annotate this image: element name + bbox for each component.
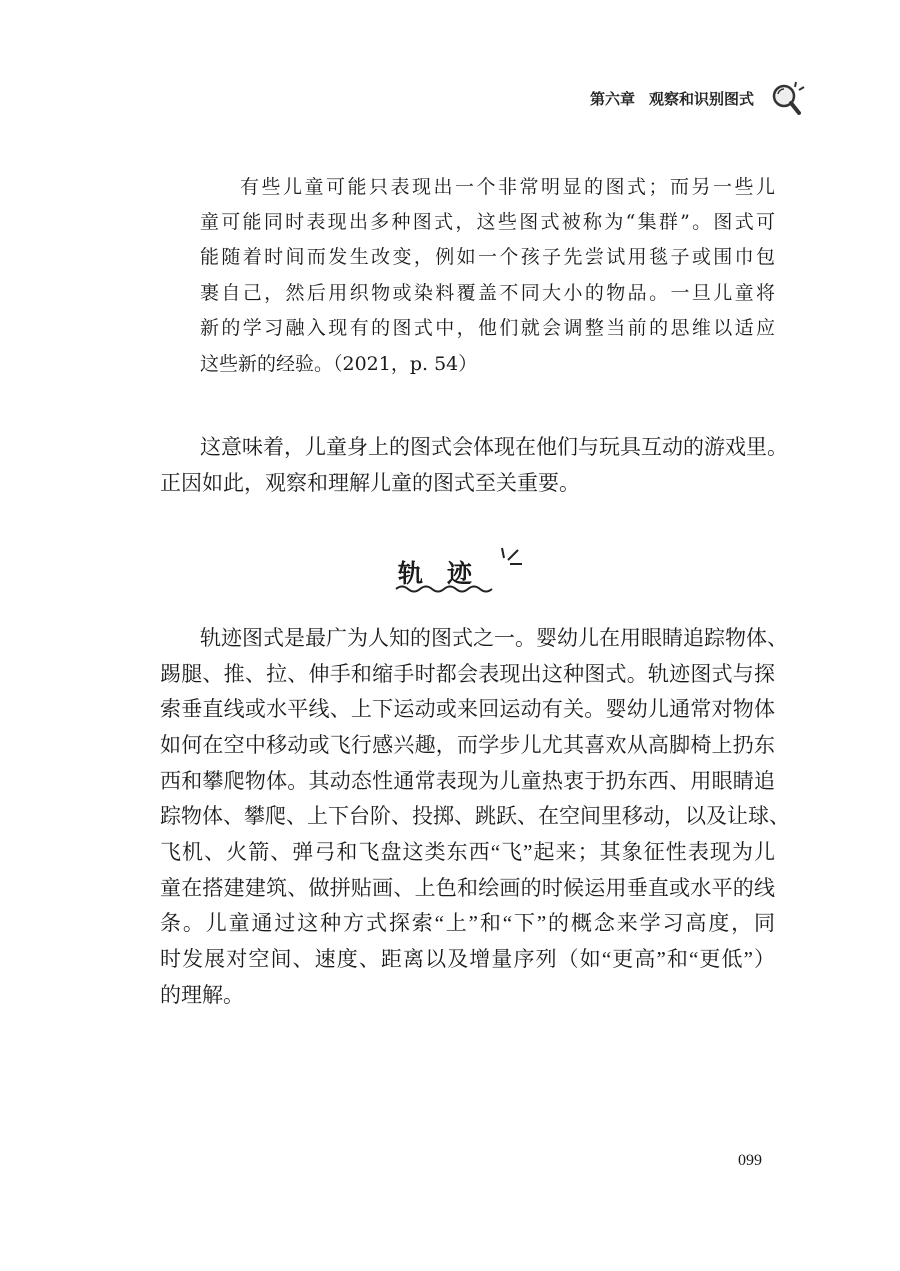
text-line: 童在搭建建筑、做拼贴画、上色和绘画的时候运用垂直或水平的线 bbox=[160, 876, 775, 900]
text-line: 条。儿童通过这种方式探索“上”和“下”的概念来学习高度，同 bbox=[160, 911, 775, 935]
sparkle-icon bbox=[498, 546, 524, 572]
quote-line: 童可能同时表现出多种图式，这些图式被称为“集群”。图式可 bbox=[200, 211, 775, 233]
text-line: 踪物体、攀爬、上下台阶、投掷、跳跃、在空间里移动，以及让球、 bbox=[160, 804, 790, 828]
quote-line: 新的学习融入现有的图式中，他们就会调整当前的思维以适应 bbox=[200, 317, 775, 339]
page-number: 099 bbox=[738, 1152, 762, 1169]
text-line: 踢腿、推、拉、伸手和缩手时都会表现出这种图式。轨迹图式与探 bbox=[160, 662, 775, 686]
chapter-number: 第六章 bbox=[590, 90, 636, 108]
text-line: 西和攀爬物体。其动态性通常表现为儿童热衷于扔东西、用眼睛追 bbox=[160, 769, 775, 793]
quote-line: 能随着时间而发生改变，例如一个孩子先尝试用毯子或围巾包 bbox=[200, 246, 775, 268]
chapter-title: 观察和识别图式 bbox=[649, 90, 755, 108]
quote-line: 有些儿童可能只表现出一个非常明显的图式；而另一些儿 bbox=[240, 176, 775, 198]
quote-line: 这些新的经验。（2021，p. 54） bbox=[200, 353, 478, 375]
text-line: 正因如此，观察和理解儿童的图式至关重要。 bbox=[160, 471, 580, 495]
text-line: 如何在空中移动或飞行感兴趣，而学步儿尤其喜欢从高脚椅上扔东 bbox=[160, 733, 775, 757]
text-line: 索垂直线或水平线、上下运动或来回运动有关。婴幼儿通常对物体 bbox=[160, 697, 775, 721]
magnifier-icon bbox=[768, 78, 808, 118]
quote-line: 裹自己，然后用织物或染料覆盖不同大小的物品。一旦儿童将 bbox=[200, 282, 775, 304]
text-line: 的理解。 bbox=[160, 983, 244, 1007]
wave-underline-icon bbox=[394, 584, 494, 594]
text-line: 飞机、火箭、弹弓和飞盘这类东西“飞”起来；其象征性表现为儿 bbox=[160, 840, 775, 864]
running-header bbox=[590, 88, 768, 109]
text-line: 时发展对空间、速度、距离以及增量序列（如“更高”和“更低”） bbox=[160, 947, 775, 971]
section-heading: 轨迹 bbox=[398, 559, 497, 588]
text-line: 这意味着，儿童身上的图式会体现在他们与玩具互动的游戏里。 bbox=[200, 435, 788, 459]
text-line: 轨迹图式是最广为人知的图式之一。婴幼儿在用眼睛追踪物体、 bbox=[200, 626, 788, 650]
